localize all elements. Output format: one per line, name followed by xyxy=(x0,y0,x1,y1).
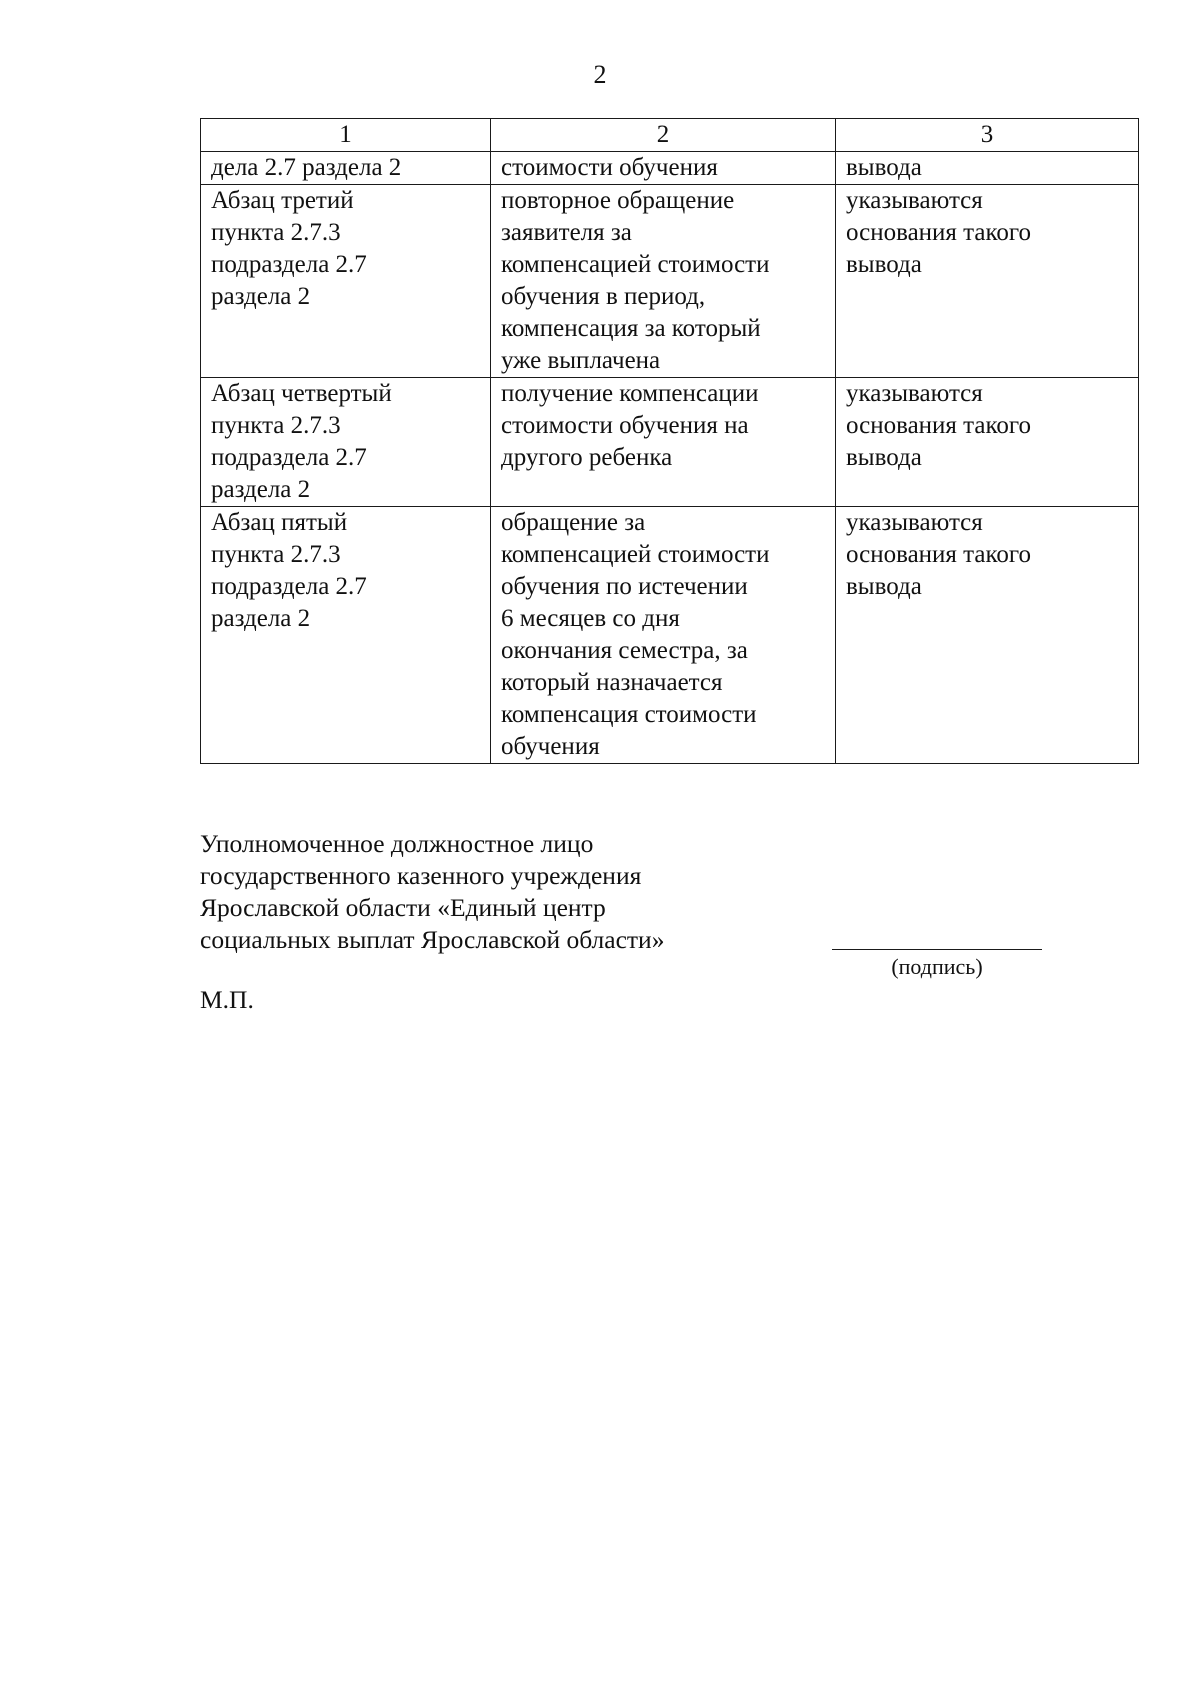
page-number: 2 xyxy=(593,60,607,89)
grounds-table xyxy=(200,118,1139,764)
signature-caption: (подпись) xyxy=(891,954,983,979)
table-cell-reason: повторное обращение заявителя за компенсацией стоимости обучения в период, компенсация за который уже выплачена xyxy=(491,185,836,378)
table-cell-basis: Абзац пятый пункта 2.7.3 подраздела 2.7 раздела 2 xyxy=(201,507,491,764)
table-row xyxy=(201,507,1139,764)
signature-line xyxy=(832,949,1042,950)
table-cell-reason: получение компенсации стоимости обучения на другого ребенка xyxy=(491,378,836,507)
stamp-placeholder: М.П. xyxy=(200,985,254,1014)
official-title-line: социальных выплат Ярославской области» xyxy=(200,925,665,954)
table-cell-note: указываются основания такого вывода xyxy=(836,185,1139,378)
column-header-2: 2 xyxy=(491,119,836,152)
table-header-row xyxy=(201,119,1139,152)
table-cell-note: вывода xyxy=(836,152,1139,185)
table-row xyxy=(201,185,1139,378)
table-cell-reason: обращение за компенсацией стоимости обучения по истечении 6 месяцев со дня окончания семестра, за который назначается компенсация стоимости обучения xyxy=(491,507,836,764)
column-header-3: 3 xyxy=(836,119,1139,152)
official-title-line: Уполномоченное должностное лицо xyxy=(200,829,594,858)
table-cell-basis: Абзац четвертый пункта 2.7.3 подраздела 2.7 раздела 2 xyxy=(201,378,491,507)
table-cell-note: указываются основания такого вывода xyxy=(836,507,1139,764)
official-title-line: Ярославской области «Единый центр xyxy=(200,893,606,922)
table-cell-basis: дела 2.7 раздела 2 xyxy=(201,152,491,185)
official-title-block xyxy=(200,828,760,956)
table-cell-reason: стоимости обучения xyxy=(491,152,836,185)
table-cell-basis: Абзац третий пункта 2.7.3 подраздела 2.7 раздела 2 xyxy=(201,185,491,378)
official-title-line: государственного казенного учреждения xyxy=(200,861,642,890)
table-row xyxy=(201,378,1139,507)
table-row xyxy=(201,152,1139,185)
table-cell-note: указываются основания такого вывода xyxy=(836,378,1139,507)
column-header-1: 1 xyxy=(201,119,491,152)
